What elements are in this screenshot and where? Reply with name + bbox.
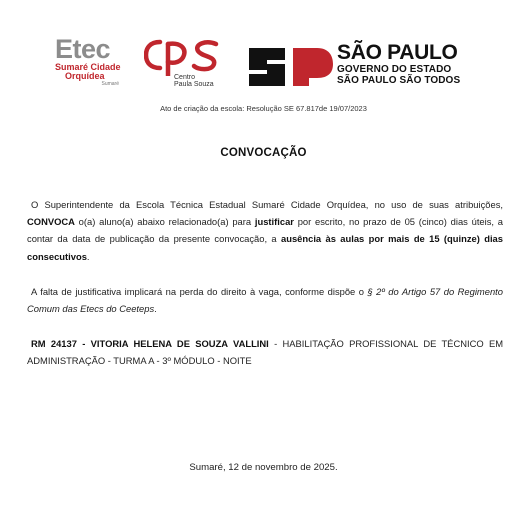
- header-logos: [0, 32, 527, 102]
- paragraph-convocation: [27, 196, 503, 265]
- paragraph-penalty: [27, 283, 503, 317]
- cps-logo-text: [174, 74, 214, 88]
- cps-logo-icon: [144, 36, 222, 76]
- p1-text-4: .: [86, 250, 90, 262]
- p1-bold-justificar: justificar: [254, 216, 294, 228]
- p1-text-2: o(a) aluno(a) abaixo relacionado(a) para: [74, 216, 255, 228]
- p1-bold-ausencia: ausência às aulas por mais de 15 (quinze) dias consecutivos: [27, 233, 503, 262]
- etec-logo-word: Etec: [55, 34, 111, 64]
- p3-bold-student: RM 24137 - VITORIA HELENA DE SOUZA VALLINI: [31, 338, 269, 349]
- paragraph-student: [27, 335, 503, 369]
- date-line: Sumaré, 12 de novembro de 2025.: [189, 462, 338, 473]
- p2-text-1: A falta de justificativa implicará na perda do direito à vaga, conforme dispõe o: [31, 286, 368, 297]
- p1-text-1: O Superintendente da Escola Técnica Estadual Sumaré Cidade Orquídea, no uso de suas atribuições,: [31, 199, 503, 210]
- etec-logo-line1: Sumaré Cidade: [55, 62, 121, 72]
- etec-logo: [55, 36, 125, 88]
- p3-text-course: - HABILITAÇÃO PROFISSIONAL DE TÉCNICO EM ADMINISTRAÇÃO - TURMA A - 3º MÓDULO - NOITE: [27, 338, 504, 367]
- etec-logo-small: Sumaré: [101, 81, 119, 87]
- sp-logo-icon: [245, 42, 335, 88]
- p2-italic-regulation: § 2º do Artigo 57 do Regimento Comum das Etecs do Ceeteps: [27, 286, 503, 315]
- sp-logo-title: SÃO PAULO: [337, 41, 458, 64]
- sp-logo-text: [337, 42, 477, 86]
- p2-text-2: .: [154, 303, 157, 315]
- sp-government-logo: [245, 42, 475, 92]
- sp-logo-sub2: SÃO PAULO SÃO TODOS: [337, 75, 461, 86]
- p1-bold-convoca: CONVOCA: [27, 216, 75, 228]
- cps-logo-line1: Centro: [174, 74, 196, 81]
- creation-act-line: Ato de criação da escola: Resolução SE 67.817de 19/07/2023: [160, 104, 367, 113]
- sp-logo-sub1: GOVERNO DO ESTADO: [337, 64, 452, 75]
- cps-logo: [144, 36, 222, 92]
- etec-logo-line2: Orquídea: [65, 71, 105, 81]
- document-title: CONVOCAÇÃO: [220, 147, 307, 159]
- cps-logo-line2: Paula Souza: [174, 81, 214, 88]
- p1-text-3: por escrito, no prazo de 05 (cinco) dias úteis, a contar da data de publicação da presente convocação, a: [27, 216, 503, 245]
